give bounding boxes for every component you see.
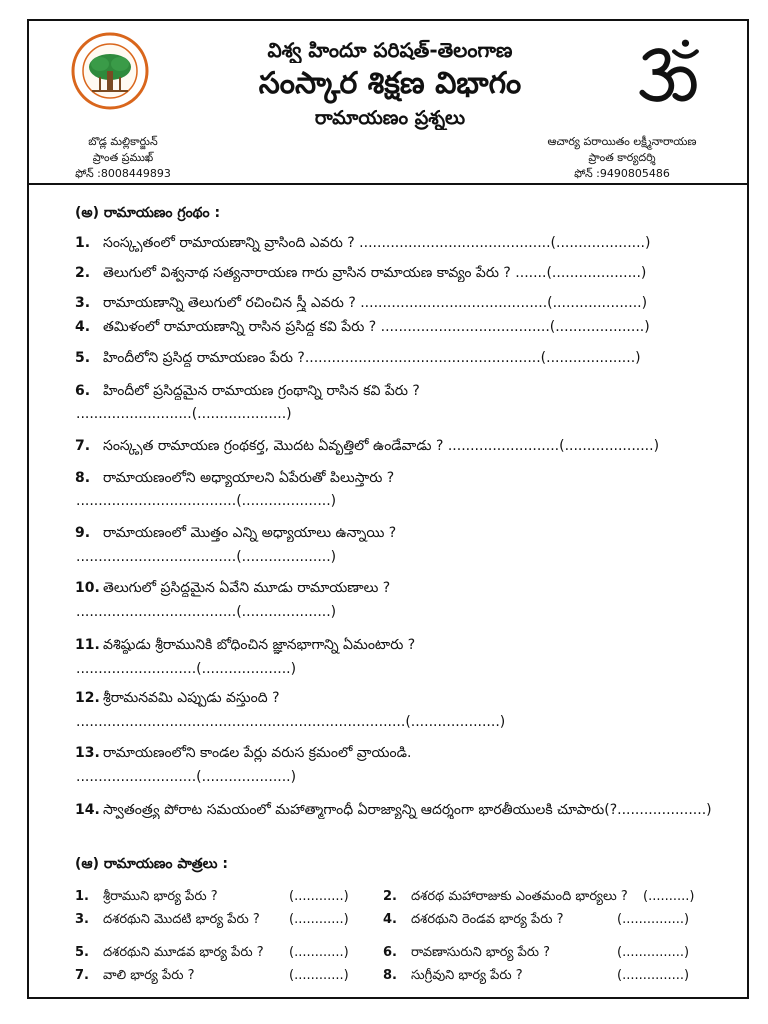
vhp-logo-icon <box>70 31 150 111</box>
answer-line: ....................................(....................) <box>76 549 337 565</box>
contact-phone: ఫోన్ :9490805486 <box>574 167 670 180</box>
department-title: సంస్కార శిక్షణ విభాగం <box>258 66 522 101</box>
character-question <box>383 944 713 962</box>
question-number: 12. <box>75 690 100 706</box>
question-text: రామాయణంలోని కాండల పేర్లు వరుస క్రమంలో వ్రాయండి. <box>103 745 412 761</box>
question-number: 7. <box>75 438 91 454</box>
question-number: 2. <box>383 889 397 904</box>
contact-left <box>68 134 178 182</box>
question-number: 9. <box>75 525 91 541</box>
contact-role: ప్రాంత కార్యదర్శి <box>588 151 656 164</box>
question-row <box>75 234 717 252</box>
question-number: 10. <box>75 580 100 596</box>
question-number: 3. <box>75 295 91 311</box>
question-number: 4. <box>75 319 91 335</box>
contact-name: ఆచార్య పరాయితం లక్ష్మీనారాయణ <box>547 135 697 148</box>
question-text: సుగ్రీవుని భార్య పేరు ? <box>411 968 523 983</box>
answer-line: ..........................(....................) <box>76 406 292 422</box>
character-question <box>75 967 375 985</box>
question-text: శ్రీరామనవమి ఎప్పుడు వస్తుంది ? <box>103 690 280 706</box>
om-icon <box>633 36 705 108</box>
question-number: 5. <box>75 945 89 960</box>
question-text: రామాయణంలోని అధ్యాయాలని ఏపేరుతో పిలుస్తారు ? <box>103 470 395 486</box>
answer-blank: (...............) <box>617 945 690 960</box>
answer-blank: (...............) <box>617 968 690 983</box>
question-text: హిందీలోని ప్రసిద్ధ రామాయణం పేరు ?.....................................................(....................) <box>103 350 641 366</box>
question-row <box>75 382 717 400</box>
character-question <box>75 911 375 929</box>
question-number: 6. <box>383 945 397 960</box>
answer-blank: (............) <box>289 889 349 904</box>
answer-line: ....................................(....................) <box>76 604 337 620</box>
question-text: తెలుగులో ప్రసిద్ధమైన ఏవేని మూడు రామాయణాలు ? <box>103 580 391 596</box>
answer-blank: (............) <box>289 912 349 927</box>
section-a-heading: (అ) రామాయణం గ్రంథం : <box>75 205 221 221</box>
question-text: రామాయణంలో మొత్తం ఎన్ని అధ్యాయాలు ఉన్నాయి ? <box>103 525 397 541</box>
header-divider <box>27 183 749 185</box>
question-number: 2. <box>75 265 91 281</box>
question-row <box>75 524 717 542</box>
question-number: 5. <box>75 350 91 366</box>
answer-blank: (..........) <box>643 889 695 904</box>
question-row <box>75 349 717 367</box>
question-number: 7. <box>75 968 89 983</box>
question-number: 11. <box>75 637 100 653</box>
question-row <box>75 294 717 312</box>
character-question <box>75 944 375 962</box>
question-number: 3. <box>75 912 89 927</box>
question-row <box>75 264 717 282</box>
question-number: 1. <box>75 235 91 251</box>
question-text: సంస్కృత రామాయణ గ్రంథకర్త, మొదట ఏవృత్తిలో ఉండేవాడు ? .........................(....................) <box>103 438 660 454</box>
question-text: దశరథుని రెండవ భార్య పేరు ? <box>411 912 564 927</box>
question-number: 4. <box>383 912 397 927</box>
question-text: దశరథుని మొదటి భార్య పేరు ? <box>103 912 260 927</box>
question-row <box>75 744 717 762</box>
worksheet-subtitle: రామాయణం ప్రశ్నలు <box>314 107 466 129</box>
question-text: స్వాతంత్ర్య పోరాట సమయంలో మహాత్మాగాంధీ ఏరాజ్యాన్ని ఆదర్శంగా భారతీయులకి చూపారు(?....................) <box>103 802 712 818</box>
question-number: 8. <box>383 968 397 983</box>
answer-line: ...........................(....................) <box>76 769 297 785</box>
question-row <box>75 469 717 487</box>
contact-role: ప్రాంత ప్రముఖ్ <box>92 151 154 164</box>
character-question <box>75 888 375 906</box>
answer-line: ..........................................................................(....................) <box>76 714 506 730</box>
question-text: దశరథుని మూడవ భార్య పేరు ? <box>103 945 264 960</box>
question-text: వశిష్ఠుడు శ్రీరామునికి బోధించిన జ్ఞానభాగాన్ని ఏమంటారు ? <box>103 637 416 653</box>
question-row <box>75 689 717 707</box>
section-b-heading: (ఆ) రామాయణం పాత్రలు : <box>75 856 228 872</box>
question-number: 14. <box>75 802 100 818</box>
answer-line: ...........................(....................) <box>76 661 297 677</box>
character-question <box>383 911 713 929</box>
question-row <box>75 318 717 336</box>
question-row <box>75 437 717 455</box>
question-text: వాలి భార్య పేరు ? <box>103 968 195 983</box>
question-number: 13. <box>75 745 100 761</box>
question-row <box>75 636 717 654</box>
contact-right <box>532 134 712 182</box>
question-text: రావణాసురుని భార్య పేరు ? <box>411 945 551 960</box>
question-text: శ్రీరాముని భార్య పేరు ? <box>103 889 218 904</box>
answer-line: ....................................(....................) <box>76 493 337 509</box>
question-text: సంస్కృతంలో రామాయణాన్ని వ్రాసింది ఎవరు ? ...........................................(....................) <box>103 235 651 251</box>
answer-blank: (............) <box>289 945 349 960</box>
answer-blank: (............) <box>289 968 349 983</box>
question-text: దశరథ మహారాజుకు ఎంతమంది భార్యలు ? <box>411 889 628 904</box>
character-question <box>383 888 713 906</box>
question-row <box>75 801 717 819</box>
character-question <box>383 967 713 985</box>
contact-phone: ఫోన్ :8008449893 <box>75 167 171 180</box>
question-text: తమిళంలో రామాయణాన్ని రాసిన ప్రసిద్ధ కవి పేరు ? ......................................(....................) <box>103 319 650 335</box>
question-text: హిందీలో ప్రసిద్ధమైన రామాయణ గ్రంథాన్ని రాసిన కవి పేరు ? <box>103 383 420 399</box>
contact-name: బొడ్ల మల్లికార్జున్ <box>88 135 158 148</box>
question-row <box>75 579 717 597</box>
question-text: తెలుగులో విశ్వనాథ సత్యనారాయణ గారు వ్రాసిన రామాయణ కావ్యం పేరు ? .......(....................) <box>103 265 647 281</box>
answer-blank: (...............) <box>617 912 690 927</box>
question-number: 6. <box>75 383 91 399</box>
question-text: రామాయణాన్ని తెలుగులో రచించిన స్త్రీ ఎవరు ? ..........................................(....................) <box>103 295 648 311</box>
org-title: విశ్వ హిందూ పరిషత్-తెలంగాణ <box>267 38 513 62</box>
question-number: 1. <box>75 889 89 904</box>
question-number: 8. <box>75 470 91 486</box>
